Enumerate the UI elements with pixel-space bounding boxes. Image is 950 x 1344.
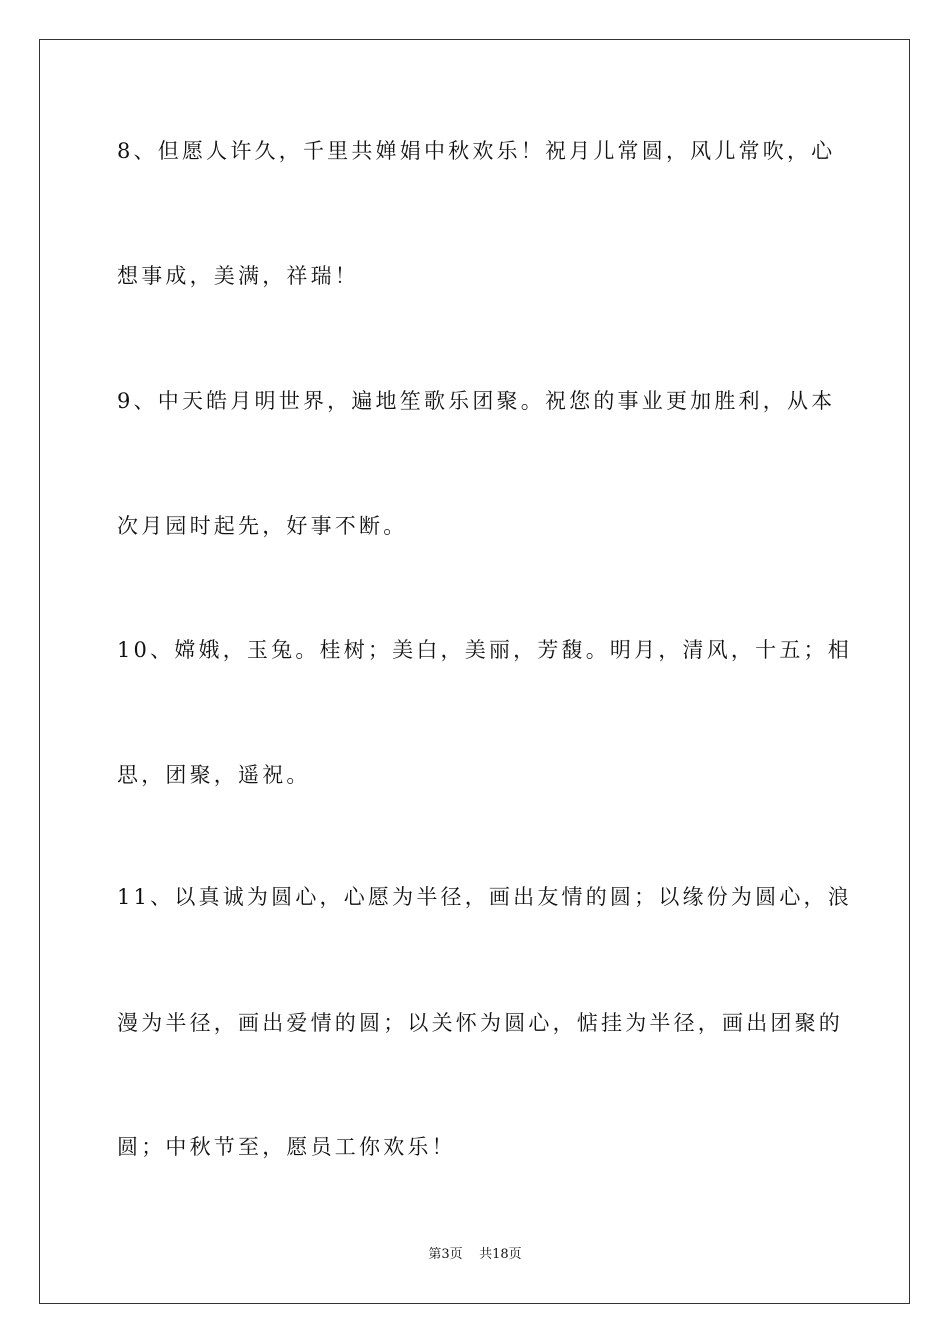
- text-line: 思，团聚，遥祝。: [117, 763, 311, 787]
- text-line: 漫为半径，画出爱情的圆；以关怀为圆心，惦挂为半径，画出团聚的: [117, 1011, 843, 1035]
- text-line: 9、中天皓月明世界，遍地笙歌乐团聚。祝您的事业更加胜利，从本: [117, 389, 836, 413]
- text-line: 11、以真诚为圆心，心愿为半径，画出友情的圆；以缘份为圆心，浪: [117, 885, 852, 909]
- page-border: [39, 39, 910, 1304]
- text-line: 8、但愿人许久，千里共婵娟中秋欢乐！祝月儿常圆，风儿常吹，心: [117, 139, 836, 163]
- page-number: 第3页 共18页: [428, 1247, 522, 1262]
- text-line: 10、嫦娥，玉兔。桂树；美白，美丽，芳馥。明月，清风，十五；相: [117, 638, 852, 662]
- text-line: 次月园时起先，好事不断。: [117, 514, 408, 538]
- text-line: 想事成，美满，祥瑞！: [117, 264, 359, 288]
- text-line: 圆；中秋节至，愿员工你欢乐！: [117, 1135, 456, 1159]
